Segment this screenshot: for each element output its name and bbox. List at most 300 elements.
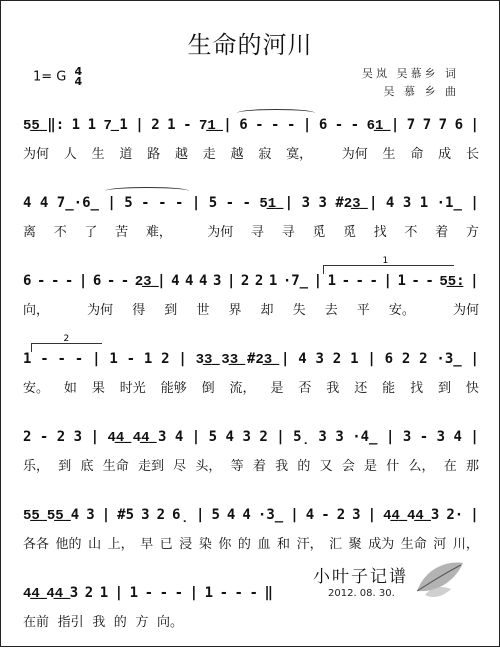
- lyric: 寂: [258, 147, 272, 162]
- note: -: [174, 585, 184, 601]
- note: 2: [23, 429, 32, 445]
- lyric: 失: [292, 303, 306, 318]
- note: -: [39, 429, 49, 445]
- lyric: 走: [202, 147, 216, 162]
- bar-line: |: [385, 429, 395, 445]
- note: 1: [350, 351, 359, 367]
- bar-line: |: [313, 273, 323, 289]
- lyric: 向，: [23, 303, 50, 318]
- bar-line: |: [78, 273, 88, 289]
- note: 1: [143, 351, 153, 367]
- lyric: 去: [324, 303, 338, 318]
- note: 5͟1͟: [259, 195, 277, 211]
- lyric: 流，: [229, 381, 256, 396]
- note: 4͟4͟: [23, 585, 40, 601]
- lyric: 山: [88, 537, 102, 552]
- lyric: 生: [382, 147, 396, 162]
- note: 4: [226, 507, 236, 523]
- note: 6: [23, 273, 32, 289]
- note: 3: [436, 429, 446, 445]
- note: 3: [430, 507, 440, 523]
- score-line-3: [23, 256, 479, 341]
- note: -: [144, 585, 154, 601]
- lyric: 么，: [408, 459, 435, 474]
- key-text: 1= G: [33, 69, 67, 85]
- notation-row: [23, 351, 479, 368]
- note: -: [174, 195, 184, 211]
- note: 4: [174, 429, 184, 445]
- note: -: [411, 273, 420, 289]
- note: 1: [167, 117, 176, 133]
- note: -: [50, 273, 60, 289]
- bar-line: |: [470, 195, 479, 211]
- bar-line: |: [107, 195, 116, 211]
- note: 4: [70, 507, 80, 523]
- note: 4͟4͟: [46, 585, 64, 601]
- note: 4: [385, 195, 395, 211]
- notation-row: [23, 273, 479, 290]
- lyric: 河: [433, 537, 447, 552]
- lyric: 那: [465, 459, 479, 474]
- lyric: 安。: [388, 303, 415, 318]
- lyric: 指引: [57, 615, 84, 630]
- note: -: [159, 585, 169, 601]
- lyric: 聚: [348, 537, 362, 552]
- time-signature: [75, 67, 83, 87]
- note: -: [106, 273, 116, 289]
- note: 6: [239, 117, 248, 133]
- note: 4͟4͟: [383, 507, 400, 523]
- lyric: 为何: [87, 303, 114, 318]
- lyric: 方: [135, 615, 149, 630]
- lyric: 生命: [102, 459, 129, 474]
- note: 3: [73, 429, 83, 445]
- lyric: 浸: [179, 537, 193, 552]
- lyric-row: [23, 455, 479, 474]
- note: 4: [298, 351, 307, 367]
- lyric: 了: [84, 225, 98, 240]
- note: #5: [117, 507, 135, 523]
- lyric: 会: [341, 459, 355, 474]
- note: 6̣: [172, 507, 189, 523]
- note: -: [271, 117, 280, 133]
- note: 7: [422, 117, 432, 133]
- note: 3͟3͟: [221, 351, 239, 367]
- lyric: 的: [237, 537, 251, 552]
- note: -: [120, 273, 130, 289]
- lyric: 的: [113, 615, 127, 630]
- note: 5̣: [293, 429, 310, 445]
- lyric: 为何: [452, 303, 479, 318]
- lyric: 在前: [23, 615, 50, 630]
- note: 1: [23, 351, 32, 367]
- lyric: 方: [465, 225, 479, 240]
- note: -: [141, 195, 150, 211]
- note: -: [355, 273, 364, 289]
- note: 3: [402, 429, 412, 445]
- lyric: 到: [437, 381, 451, 396]
- note: -: [74, 351, 84, 367]
- note: 3: [315, 351, 324, 367]
- note: 1: [268, 273, 278, 289]
- lyric: 又: [319, 459, 333, 474]
- bar-line: |: [369, 195, 378, 211]
- note: 3: [318, 195, 327, 211]
- note: ·7̲: [282, 273, 309, 289]
- note: 1: [87, 117, 96, 133]
- note: 7: [438, 117, 448, 133]
- lyric-row: [23, 221, 479, 240]
- note: 4: [23, 195, 32, 211]
- bar-line: |: [135, 117, 144, 133]
- note: -: [286, 117, 296, 133]
- bar-line: ‖:: [47, 117, 65, 133]
- bar-line: |: [157, 273, 166, 289]
- transcriber-signature: 小叶子记谱: [313, 567, 408, 587]
- lyric: 为何: [207, 225, 234, 240]
- note: 1: [419, 195, 429, 211]
- lyric: 路: [147, 147, 161, 162]
- note: ·1̲: [436, 195, 462, 211]
- lyric-row: [23, 377, 479, 396]
- lyric: 上，: [107, 537, 134, 552]
- note: 1: [99, 585, 109, 601]
- note: 3: [335, 429, 344, 445]
- note: 4: [171, 273, 180, 289]
- lyric: 果: [91, 381, 105, 396]
- lyric: 是: [270, 381, 284, 396]
- note: 4: [242, 507, 251, 523]
- lyric: 等: [230, 459, 244, 474]
- note: 5͟5͟: [23, 117, 40, 133]
- note: -: [225, 195, 235, 211]
- lyric: 成: [438, 147, 452, 162]
- note: 2: [240, 273, 250, 289]
- note: 4͟4͟: [132, 429, 150, 445]
- bar-line: |: [114, 585, 124, 601]
- notation-row: [23, 117, 479, 134]
- lyric: 是: [364, 459, 378, 474]
- lyric: 倒: [201, 381, 215, 396]
- lyric: 尽: [173, 459, 187, 474]
- lyric: 你: [218, 537, 232, 552]
- score-line-1: [23, 107, 479, 185]
- bar-line: |: [470, 351, 479, 367]
- note: 4: [453, 429, 462, 445]
- note: ·4̲: [352, 429, 378, 445]
- note: -: [419, 429, 429, 445]
- credits: [339, 65, 459, 101]
- note: 2: [56, 429, 66, 445]
- lyric: 到: [164, 303, 178, 318]
- note: 6: [318, 117, 328, 133]
- lyric: 生命: [400, 537, 427, 552]
- lyric: 汗，: [296, 537, 323, 552]
- score-line-4: [23, 334, 479, 419]
- score-line-2: [23, 185, 479, 263]
- note: 2: [156, 507, 165, 523]
- lyric: 汇: [329, 537, 343, 552]
- note: -: [321, 507, 330, 523]
- lyric: 走到: [137, 459, 164, 474]
- lyric: 寻: [281, 225, 295, 240]
- note: -: [234, 585, 243, 601]
- note: -: [369, 273, 378, 289]
- note: -: [36, 273, 46, 289]
- note: 6: [454, 117, 463, 133]
- music-body: [23, 107, 479, 630]
- note: 4: [305, 507, 315, 523]
- transcription-date: 2012. 08. 30.: [328, 588, 395, 599]
- note: -: [219, 585, 228, 601]
- bar-line: |: [276, 429, 285, 445]
- bar-line: |: [281, 351, 290, 367]
- lyric: 川，: [452, 537, 479, 552]
- bar-line: |: [223, 117, 232, 133]
- note: 4͟4͟: [407, 507, 424, 523]
- lyric-row: [23, 299, 479, 318]
- bar-line: |: [302, 117, 312, 133]
- note: 2: [161, 351, 170, 367]
- note: -: [350, 117, 360, 133]
- note: 2: [401, 351, 411, 367]
- lyric: 苦: [115, 225, 129, 240]
- bar-line: |: [470, 429, 479, 445]
- note: 1: [327, 273, 337, 289]
- note: 4: [199, 273, 208, 289]
- lyric: 头，: [195, 459, 222, 474]
- bar-line: ‖: [264, 585, 273, 601]
- lyric: 觅: [312, 225, 326, 240]
- lyric: 觅: [343, 225, 357, 240]
- lyric: 到: [58, 459, 72, 474]
- note: 7: [406, 117, 416, 133]
- notation-row: [23, 507, 479, 524]
- lyric: 的: [297, 459, 311, 474]
- note: 5͟5͟: [23, 507, 40, 523]
- bar-line: |: [470, 117, 479, 133]
- note: 4: [225, 429, 234, 445]
- note: 2: [332, 351, 342, 367]
- lyric-row: [23, 143, 479, 162]
- bar-line: |: [290, 507, 299, 523]
- lyric: 越: [174, 147, 188, 162]
- lyric: 为何: [23, 147, 50, 162]
- lyric: 不: [404, 225, 418, 240]
- lyric: 越: [230, 147, 244, 162]
- note: 6͟1͟: [366, 117, 384, 133]
- note: 2͟3͟: [134, 273, 152, 289]
- bar-line: |: [92, 351, 101, 367]
- note: 3: [402, 195, 412, 211]
- bar-line: |: [195, 507, 205, 523]
- note: ·3̲: [257, 507, 284, 523]
- lyric: 时光: [119, 381, 146, 396]
- lyric-row: [23, 611, 183, 630]
- note: 3: [318, 429, 327, 445]
- lyric: 我: [275, 459, 289, 474]
- lyric: 难，: [145, 225, 172, 240]
- lyric: 我: [92, 615, 106, 630]
- note: -: [249, 585, 258, 601]
- note: 3͟3͟: [195, 351, 213, 367]
- note: 1: [397, 273, 406, 289]
- note: -: [242, 195, 251, 211]
- notation-row: [23, 585, 273, 602]
- bar-line: |: [284, 195, 294, 211]
- note: -: [341, 273, 351, 289]
- note: 6: [384, 351, 394, 367]
- bar-line: |: [367, 351, 376, 367]
- bar-line: |: [191, 195, 201, 211]
- note: 1: [71, 117, 81, 133]
- note: -: [425, 273, 434, 289]
- composer-credit: 吴 慕 乡 曲: [383, 85, 459, 98]
- lyric: 寞，: [286, 147, 313, 162]
- note: 7̲·6̲: [56, 195, 99, 211]
- lyric: 离: [23, 225, 37, 240]
- lyric: 已: [159, 537, 173, 552]
- lyric: 还: [354, 381, 368, 396]
- slur: [237, 109, 315, 117]
- note: -: [334, 117, 344, 133]
- note: 3: [242, 429, 251, 445]
- note: 2: [254, 273, 264, 289]
- lyric: 能: [382, 381, 396, 396]
- song-title: 生命的河川: [187, 31, 313, 59]
- note: 2: [84, 585, 94, 601]
- note: 5: [208, 429, 218, 445]
- note: 3: [212, 273, 222, 289]
- note: 1: [129, 585, 139, 601]
- bar-line: |: [101, 507, 111, 523]
- note: 3: [157, 429, 167, 445]
- notation-row: [23, 195, 479, 212]
- lyric: 底: [80, 459, 94, 474]
- note: ·3̲: [436, 351, 462, 367]
- note: 5: [208, 195, 218, 211]
- lyric: 能够: [160, 381, 187, 396]
- note: -: [183, 117, 192, 133]
- note: 2: [151, 117, 160, 133]
- lyric: 如: [63, 381, 77, 396]
- note: -: [64, 273, 74, 289]
- lyric: 却: [260, 303, 274, 318]
- lyric: 血: [257, 537, 271, 552]
- note: 5: [211, 507, 220, 523]
- bar-line: |: [90, 429, 99, 445]
- note: 3: [301, 195, 310, 211]
- lyric: 向。: [156, 615, 183, 630]
- lyric: 否: [298, 381, 312, 396]
- note: 1: [204, 585, 214, 601]
- lyric: 世: [196, 303, 210, 318]
- bar-line: |: [226, 273, 236, 289]
- bar-line: |: [390, 117, 400, 133]
- note: 5͟5͟: [46, 507, 64, 523]
- note: 3: [69, 585, 79, 601]
- lyric: 各各: [23, 537, 50, 552]
- lyric: 成为: [368, 537, 395, 552]
- lyric: 他的: [55, 537, 82, 552]
- bar-line: |: [189, 585, 199, 601]
- note: #2͟3͟: [335, 195, 361, 211]
- leaf-icon: [411, 557, 467, 599]
- lyric: 着: [252, 459, 266, 474]
- note: 4͟4͟: [107, 429, 125, 445]
- lyric: 道: [119, 147, 133, 162]
- bar-line: |: [178, 351, 187, 367]
- lyric: 为何: [341, 147, 368, 162]
- lyricist-credit: 吴岚 吴慕乡 词: [362, 67, 459, 80]
- bar-line: |: [383, 273, 392, 289]
- lyric: 命: [410, 147, 424, 162]
- key-signature: [33, 67, 82, 87]
- lyric: 安。: [23, 381, 50, 396]
- note: -: [126, 351, 136, 367]
- slur: [105, 187, 189, 195]
- note: 7͟: [103, 117, 112, 133]
- lyric: 早: [140, 537, 154, 552]
- lyric: 和: [277, 537, 291, 552]
- note: 3: [86, 507, 95, 523]
- note: 2: [419, 351, 428, 367]
- lyric: 寻: [250, 225, 264, 240]
- note: 3: [141, 507, 150, 523]
- note: 4: [185, 273, 194, 289]
- lyric: 人: [63, 147, 77, 162]
- lyric: 在: [443, 459, 457, 474]
- note: 7͟1͟: [198, 117, 216, 133]
- lyric: 找: [373, 225, 387, 240]
- bar-line: |: [470, 507, 479, 523]
- note: 2·: [446, 507, 464, 523]
- note: 6: [92, 273, 102, 289]
- lyric: 快: [465, 381, 479, 396]
- note: 3: [352, 507, 361, 523]
- lyric: 染: [198, 537, 212, 552]
- note: -: [57, 351, 66, 367]
- lyric: 什: [386, 459, 400, 474]
- score-line-5: [23, 419, 479, 497]
- note: 5͟5͟:: [439, 273, 465, 289]
- bar-line: |: [191, 429, 201, 445]
- note: -: [158, 195, 167, 211]
- note: 4: [39, 195, 49, 211]
- bar-line: |: [367, 507, 377, 523]
- bar-line: |: [470, 273, 479, 289]
- lyric: 不: [53, 225, 67, 240]
- note: 1: [119, 117, 128, 133]
- lyric: 平: [356, 303, 370, 318]
- note: 5: [124, 195, 133, 211]
- lyric: 我: [326, 381, 340, 396]
- lyric: 找: [410, 381, 424, 396]
- lyric: 界: [228, 303, 242, 318]
- time-bottom: 4: [74, 75, 83, 88]
- note: -: [255, 117, 264, 133]
- note: 2: [336, 507, 346, 523]
- note: -: [40, 351, 49, 367]
- note: 2: [259, 429, 268, 445]
- lyric: 长: [465, 147, 479, 162]
- lyric: 着: [435, 225, 449, 240]
- time-top: 4: [74, 65, 83, 78]
- notation-row: [23, 429, 479, 446]
- lyric: 得: [132, 303, 146, 318]
- lyric-row: [23, 533, 479, 552]
- volta-label: 2: [63, 334, 70, 344]
